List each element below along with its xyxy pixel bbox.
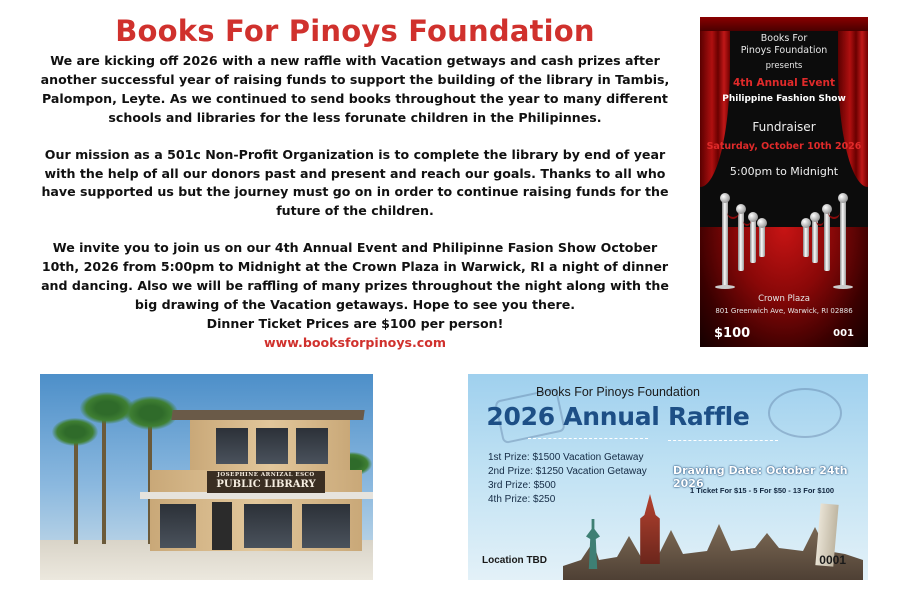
intro-text [40,52,670,353]
palm-trunk [102,408,106,544]
library-sign-name: JOSEPHINE ARNIZAL ESCO [217,472,315,478]
ticket-presents: presents [765,61,803,71]
stanchion-knob [720,193,730,203]
upper-roof [171,410,364,420]
lower-window [160,504,196,548]
library-sign [207,471,325,493]
raffle-title: 2026 Annual Raffle [486,402,750,431]
dinner-price-note: Dinner Ticket Prices are $100 per person! [206,315,504,331]
stanchion-post [750,217,756,263]
raffle-ticket-image [468,374,868,580]
ticket-org-line2: Pinoys Foundation [740,45,828,56]
flight-path [668,440,778,441]
stanchion-base [715,285,735,289]
raffle-location: Location TBD [482,555,547,566]
paragraph-mission: Our mission as a 501c Non-Profit Organization is to complete the library by end of year with the help of all our donors past and present and reach our goals. Thanks to all who have supported us but the journey must go on in order to continue raising funds for the future of the children. [41,146,669,219]
palm-trunk [74,434,78,544]
stanchion-post [840,199,846,287]
entrance-door [212,502,232,550]
lower-window [302,504,350,548]
event-ticket-image [700,17,868,347]
rope [828,205,840,219]
ticket-org-line1: Books For [760,33,808,44]
raffle-org: Books For Pinoys Foundation [536,385,700,399]
rope [743,215,751,226]
passport-stamp [768,388,842,438]
raffle-prize-list [488,451,647,507]
raffle-drawing-date: Drawing Date: October 24th 2026 [673,464,848,490]
ticket-event-name: 4th Annual Event [733,77,835,89]
upper-window [296,428,328,464]
website-link[interactable]: www.booksforpinoys.com [263,334,447,350]
stanchion-post [824,209,830,271]
ticket-venue: Crown Plaza [758,294,810,304]
raffle-ticket-prices: 1 Ticket For $15 - 5 For $50 - 13 For $100 [690,486,835,495]
prize-2: 2nd Prize: $1250 Vacation Getaway [488,466,647,477]
stanchion-knob [801,218,811,228]
raffle-number: 0001 [819,553,846,567]
stanchion-knob [757,218,767,228]
stanchion-base [833,285,853,289]
ticket-address: 801 Greenwich Ave, Warwick, RI 02886 [715,307,853,315]
ticket-fundraiser: Fundraiser [752,120,816,134]
ticket-time: 5:00pm to Midnight [729,165,839,178]
page-title: Books For Pinoys Foundation [115,14,595,48]
curtain-valance [700,17,868,31]
upper-window [256,428,288,464]
paragraph-invite: We invite you to join us on our 4th Annual Event and Philipinne Fasion Show October 10th, 2026 from 5:00pm to Midnight at the Crown Plaza in Warwick, RI a night of dinner and dancing. Also we will be raffling of many prizes throughout the night along with the big drawing of the Vacation getaways. Hope to see you there. [41,240,669,312]
rope [816,215,824,226]
stanchion-post [759,223,765,257]
ticket-price: $100 [714,326,751,341]
palm-leaves [124,396,178,430]
flight-path [528,438,648,439]
library-building-image [40,374,373,580]
paragraph-intro: We are kicking off 2026 with a new raffle with Vacation getways and cash prizes after another successful year of raising funds to support the building of the library in Tambis, Palompon, Leyte. As we continued to send books throughout the year to many different schools and libraries for the less forunate children in the Philipinnes. [40,53,670,125]
lower-window [244,504,292,548]
ticket-date: Saturday, October 10th 2026 [706,141,862,152]
prize-1: 1st Prize: $1500 Vacation Getaway [488,452,644,463]
rope [727,205,739,219]
prize-3: 3rd Prize: $500 [488,480,556,491]
prize-4: 4th Prize: $250 [488,494,556,505]
stanchion-post [803,223,809,257]
canopy [140,492,373,499]
upper-window [216,428,248,464]
library-sign-text: PUBLIC LIBRARY [216,479,316,490]
stanchion-knob [838,193,848,203]
ticket-number: 001 [833,328,854,339]
palm-leaves [52,418,98,446]
ticket-show-name: Philippine Fashion Show [722,94,846,104]
